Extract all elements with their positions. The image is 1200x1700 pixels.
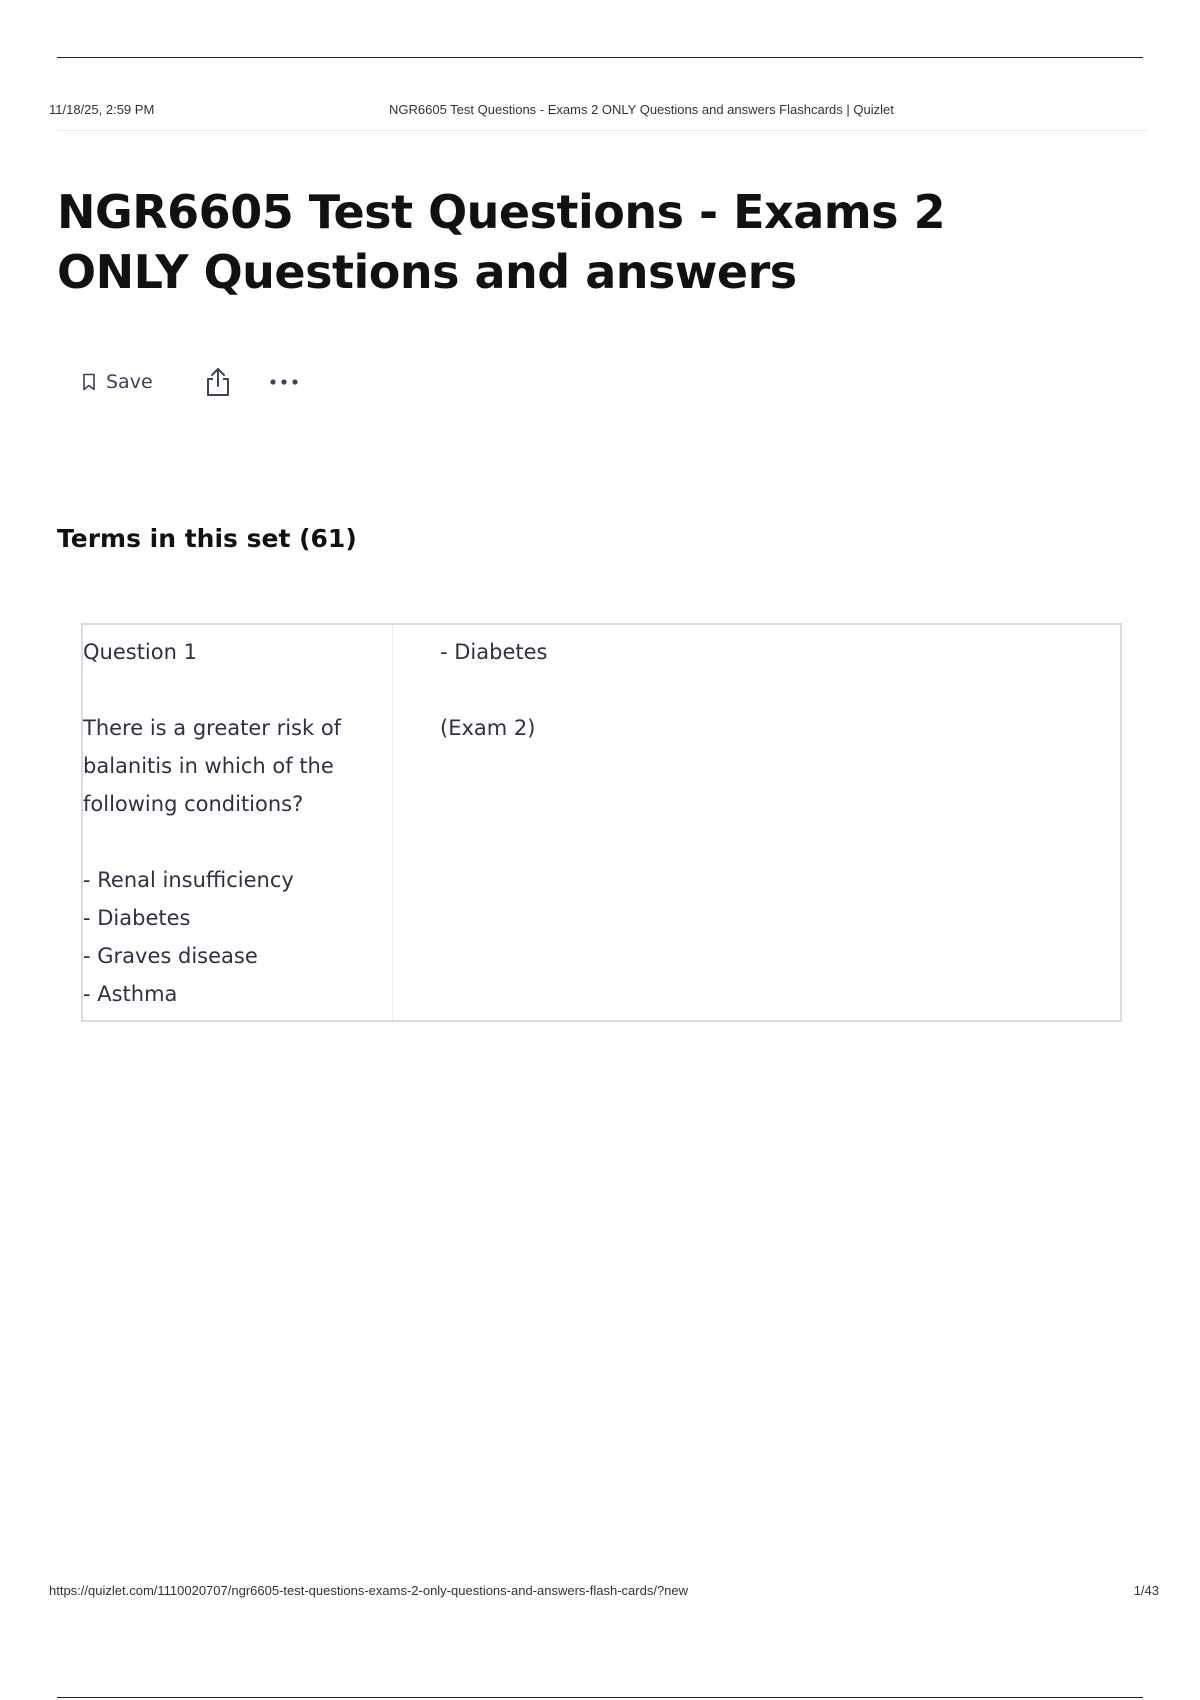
print-footer: [49, 1583, 1159, 1603]
question-line: balanitis in which of the: [83, 754, 334, 778]
header-divider: [57, 130, 1147, 131]
print-date: 11/18/25, 2:59 PM: [49, 102, 155, 117]
question-text: [83, 709, 383, 823]
card-definition: [440, 633, 547, 747]
print-header: [49, 102, 1149, 122]
share-button[interactable]: [205, 367, 231, 397]
answer-option: - Asthma: [83, 982, 178, 1006]
flashcard-row: [81, 623, 1122, 1022]
card-term: [83, 633, 383, 1013]
save-button[interactable]: [82, 371, 153, 393]
question-line: There is a greater risk of: [83, 716, 342, 740]
definition-answer: - Diabetes: [440, 640, 548, 664]
more-options-button[interactable]: [269, 378, 299, 386]
share-icon: [205, 367, 231, 397]
card-divider: [392, 625, 393, 1020]
answer-option: - Graves disease: [83, 944, 258, 968]
page-title: NGR6605 Test Questions - Exams 2 ONLY Questions and answers: [57, 185, 946, 299]
question-line: following conditions?: [83, 792, 304, 816]
question-number: Question 1: [83, 640, 197, 664]
answer-option: - Renal insufficiency: [83, 868, 294, 892]
more-icon: [269, 378, 299, 386]
bottom-rule: [57, 1697, 1143, 1698]
print-page-title: NGR6605 Test Questions - Exams 2 ONLY Questions and answers Flashcards | Quizlet: [389, 102, 894, 117]
terms-section-title: Terms in this set (61): [57, 524, 357, 553]
definition-note: (Exam 2): [440, 716, 536, 740]
save-button-label: Save: [106, 371, 153, 393]
bookmark-icon: [82, 373, 96, 391]
answer-option: - Diabetes: [83, 906, 191, 930]
set-toolbar: [82, 362, 299, 402]
top-rule: [57, 57, 1143, 58]
print-page-number: 1/43: [1133, 1583, 1159, 1598]
print-url: https://quizlet.com/1110020707/ngr6605-test-questions-exams-2-only-questions-and-answers-flash-cards/?new: [49, 1583, 689, 1598]
